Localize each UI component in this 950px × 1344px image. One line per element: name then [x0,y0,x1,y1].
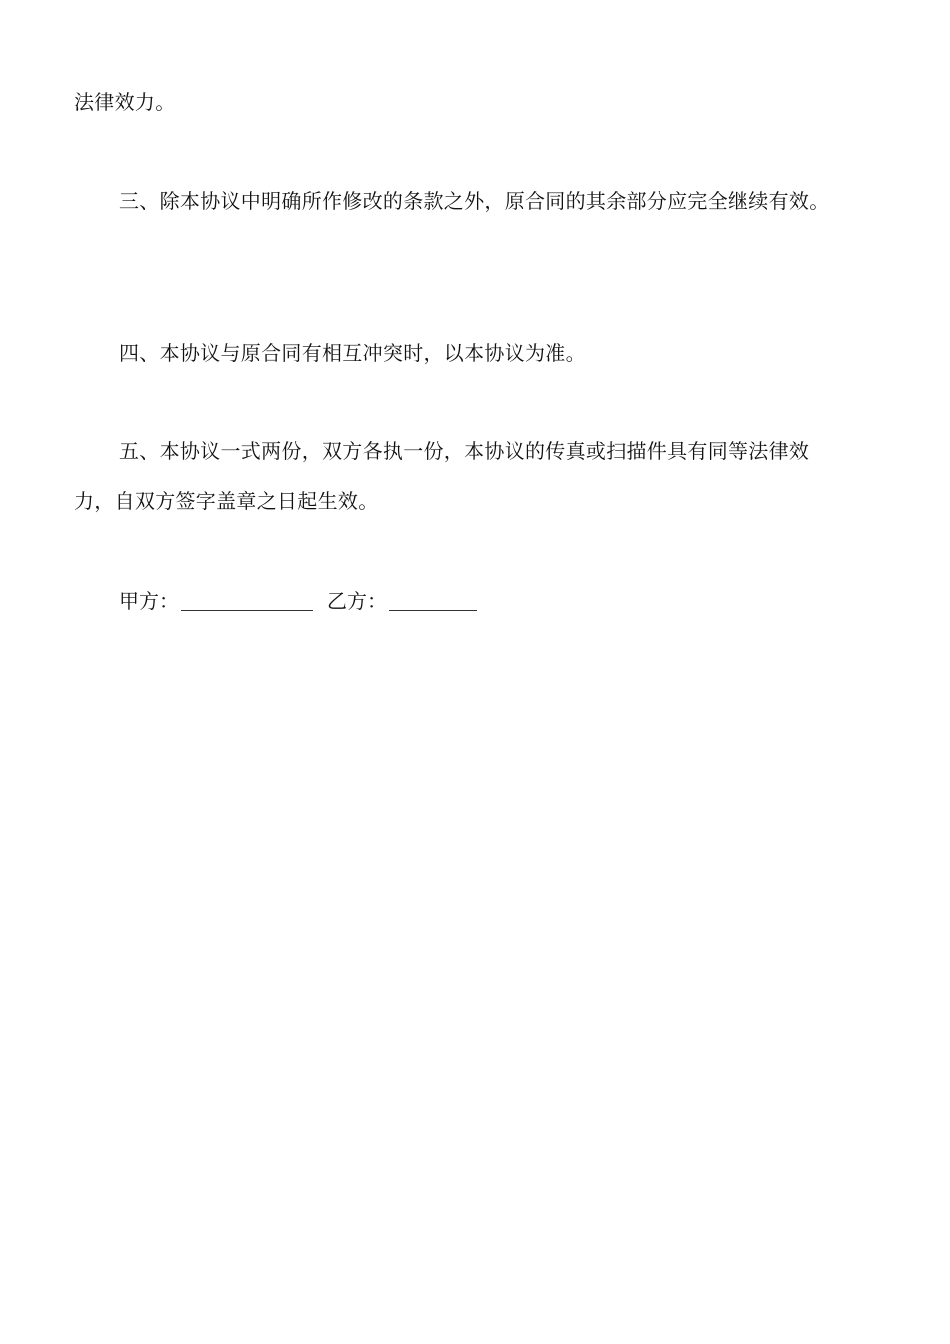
paragraph-clause-5-line-1: 五、本协议一式两份，双方各执一份，本协议的传真或扫描件具有同等法律效 [119,439,810,463]
paragraph-clause-4: 四、本协议与原合同有相互冲突时，以本协议为准。 [119,341,586,365]
party-a-signature-blank [181,590,313,611]
signature-row [119,589,477,613]
party-b-signature-blank [389,590,477,611]
paragraph-clause-5-line-2: 力，自双方签字盖章之日起生效。 [74,489,379,513]
party-b-label: 乙方： [327,589,387,613]
paragraph-clause-3: 三、除本协议中明确所作修改的条款之外，原合同的其余部分应完全继续有效。 [119,189,830,213]
party-a-label: 甲方： [119,589,179,613]
paragraph-2-ending: 法律效力。 [74,90,176,114]
